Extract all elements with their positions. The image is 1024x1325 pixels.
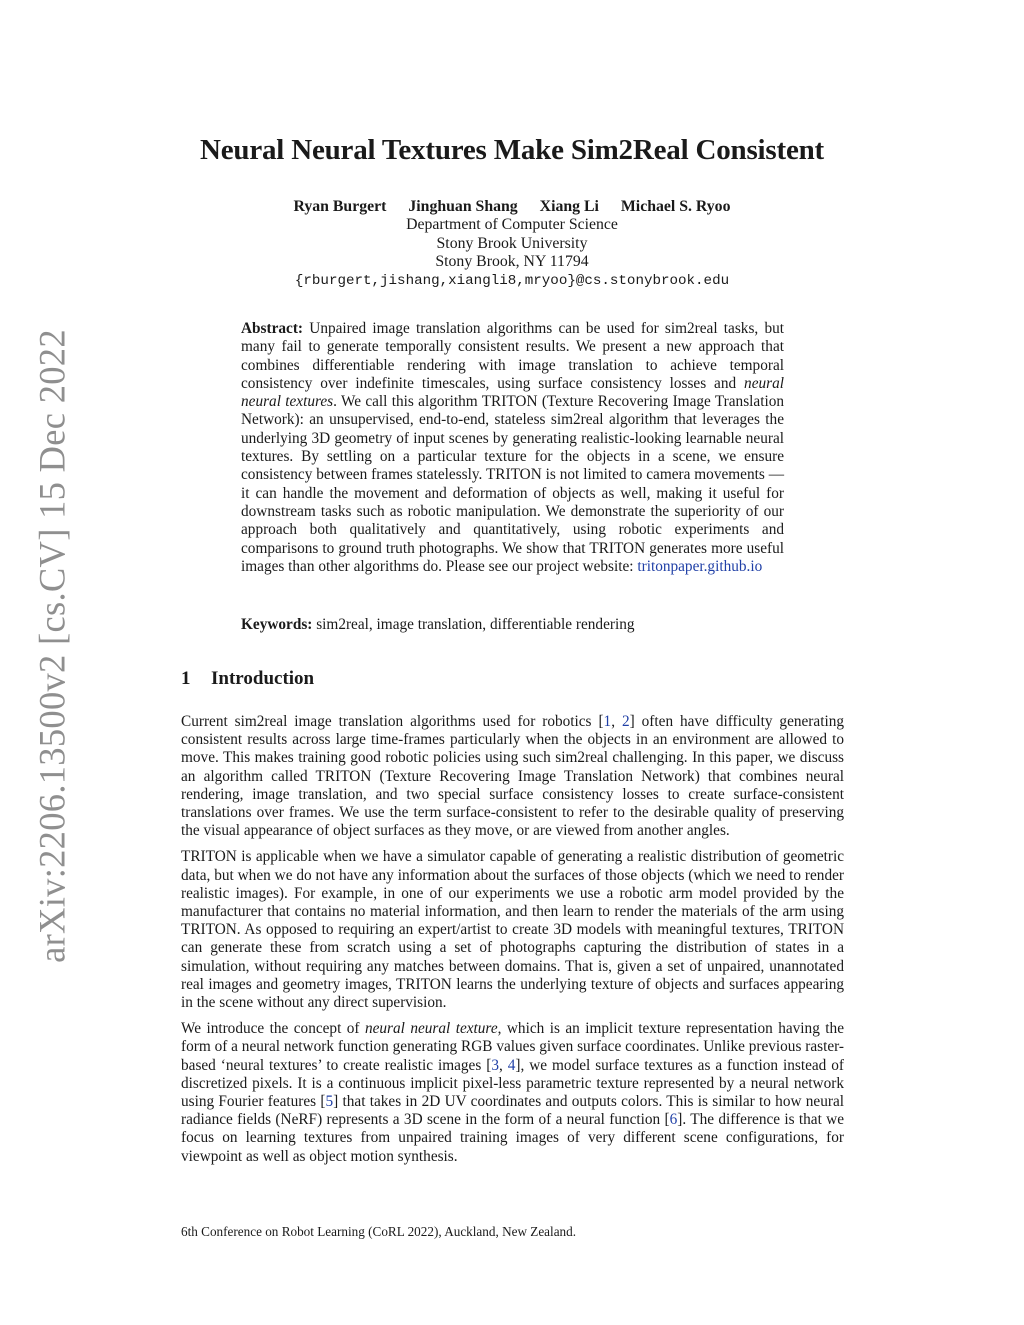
citation-link[interactable]: 2 <box>621 713 630 730</box>
section-title: Introduction <box>211 668 315 689</box>
intro-paragraph-3 <box>181 1020 844 1166</box>
abstract-text-part1: Unpaired image translation algorithms can be used for sim2real tasks, but many fail to generate temporally consistent results. We present a new approach that combines differentiable rendering with image translation to achieve temporal consistency over indefinite timescales, using surface consistency losses and <box>241 320 784 392</box>
citation-separator: , <box>611 713 622 730</box>
author-name: Michael S. Ryoo <box>620 198 731 215</box>
citation-link[interactable]: 4 <box>507 1056 516 1074</box>
section-heading-introduction <box>181 668 314 690</box>
author-name: Jinghuan Shang <box>408 198 518 215</box>
author-name: Ryan Burgert <box>293 198 387 215</box>
abstract-emphasis: neural neural textures <box>241 374 784 411</box>
conference-footnote: 6th Conference on Robot Learning (CoRL 2022), Auckland, New Zealand. <box>181 1224 577 1239</box>
abstract <box>241 320 784 576</box>
citation-link[interactable]: 6 <box>669 1111 678 1129</box>
citation-link[interactable]: 5 <box>325 1093 334 1111</box>
paragraph-text: We introduce the concept of <box>181 1020 365 1038</box>
keywords-text: sim2real, image translation, differentiable rendering <box>316 616 635 633</box>
paragraph-text: Current sim2real image translation algorithms used for robotics [ <box>181 713 604 730</box>
arxiv-identifier-text: arXiv:2206.13500v2 [cs.CV] 15 Dec 2022 <box>31 329 73 963</box>
affiliation-address: Stony Brook, NY 11794 <box>435 253 589 270</box>
emphasized-term: neural neural texture <box>364 1020 498 1038</box>
author-list <box>0 198 1024 216</box>
abstract-label: Abstract: <box>241 320 304 337</box>
affiliation-department: Department of Computer Science <box>406 216 618 233</box>
introduction-body <box>181 713 844 1174</box>
project-website-link[interactable]: tritonpaper.github.io <box>637 557 763 575</box>
citation-link[interactable]: 1 <box>603 713 612 730</box>
paper-title: Neural Neural Textures Make Sim2Real Consistent <box>199 134 824 166</box>
paragraph-text: ]. The difference is that we focus on learning textures from unpaired training images of very different scene configurations, for viewpoint as well as object motion synthesis. <box>181 1111 844 1165</box>
intro-paragraph-1 <box>181 713 844 840</box>
keywords <box>241 616 784 634</box>
affiliation-university: Stony Brook University <box>436 234 588 252</box>
paragraph-text: , which is an implicit texture representation having the form of a neural network function generating RGB values given surface coordinates. Unlike previous raster-based ‘neural textures’ to create realistic images [ <box>181 1020 844 1074</box>
author-name: Xiang Li <box>539 198 599 215</box>
citation-separator: , <box>498 1056 508 1074</box>
paragraph-text: ] that takes in 2D UV coordinates and outputs colors. This is similar to how neural radiance fields (NeRF) represents a 3D scene in the form of a neural function [ <box>181 1093 845 1129</box>
author-emails: {rburgert,jishang,xiangli8,mryoo}@cs.stonybrook.edu <box>294 272 730 289</box>
citation-link[interactable]: 3 <box>491 1056 499 1074</box>
abstract-text-part2: . We call this algorithm TRITON (Texture Recovering Image Translation Network): an unsupervised, end-to-end, stateless sim2real algorithm that leverages the underlying 3D geometry of input scenes by generating realistic-looking learnable neural textures. By settling on a particular texture for the objects in a scene, we ensure consistency between frames statelessly. TRITON is not limited to camera movements — it can handle the movement and deformation of objects as well, making it useful for downstream tasks such as robotic manipulation. We demonstrate the superiority of our approach both qualitatively and quantitatively, using robotic experiments and comparisons to ground truth photographs. We show that TRITON generates more useful images than other algorithms do. Please see our project website: <box>241 393 784 575</box>
keywords-label: Keywords: <box>241 616 313 633</box>
paragraph-text: ] often have difficulty generating consistent results across large time-frames particularly when the objects in an environment are allowed to move. This makes training good robotic policies using such sim2real challenging. In this paper, we discuss an algorithm called TRITON (Texture Recovering Image Translation Network) that combines neural rendering, image translation, and two special surface consistency losses to create surface-consistent translations over frames. We use the term surface-consistent to refer to the desirable quality of preserving the visual appearance of object surfaces as they move, or are viewed from another angles. <box>181 713 844 840</box>
paragraph-text: ], we model surface textures as a function instead of discretized pixels. It is a continuous implicit pixel-less parametric texture represented by a neural network using Fourier features [ <box>181 1056 844 1111</box>
intro-paragraph-2: TRITON is applicable when we have a simulator capable of generating a realistic distribution of geometric data, but when we do not have any information about the surfaces of those objects (which we need to render realistic images). For example, in one of our experiments we use a robotic arm model provided by the manufacturer that contains no material information, and then learn to render the materials of the arm using TRITON. As opposed to requiring an expert/artist to create 3D models with meaningful textures, TRITON can generate these from scratch using a set of photographs capturing the distribution of states in a simulation, without requiring any matches between domains. That is, given a set of unpaired, unannotated real images and geometry images, TRITON learns the underlying texture of objects and surfaces appearing in the scene without any direct supervision. <box>181 848 844 1012</box>
affiliation-block <box>0 216 1024 290</box>
section-number: 1 <box>181 668 191 689</box>
